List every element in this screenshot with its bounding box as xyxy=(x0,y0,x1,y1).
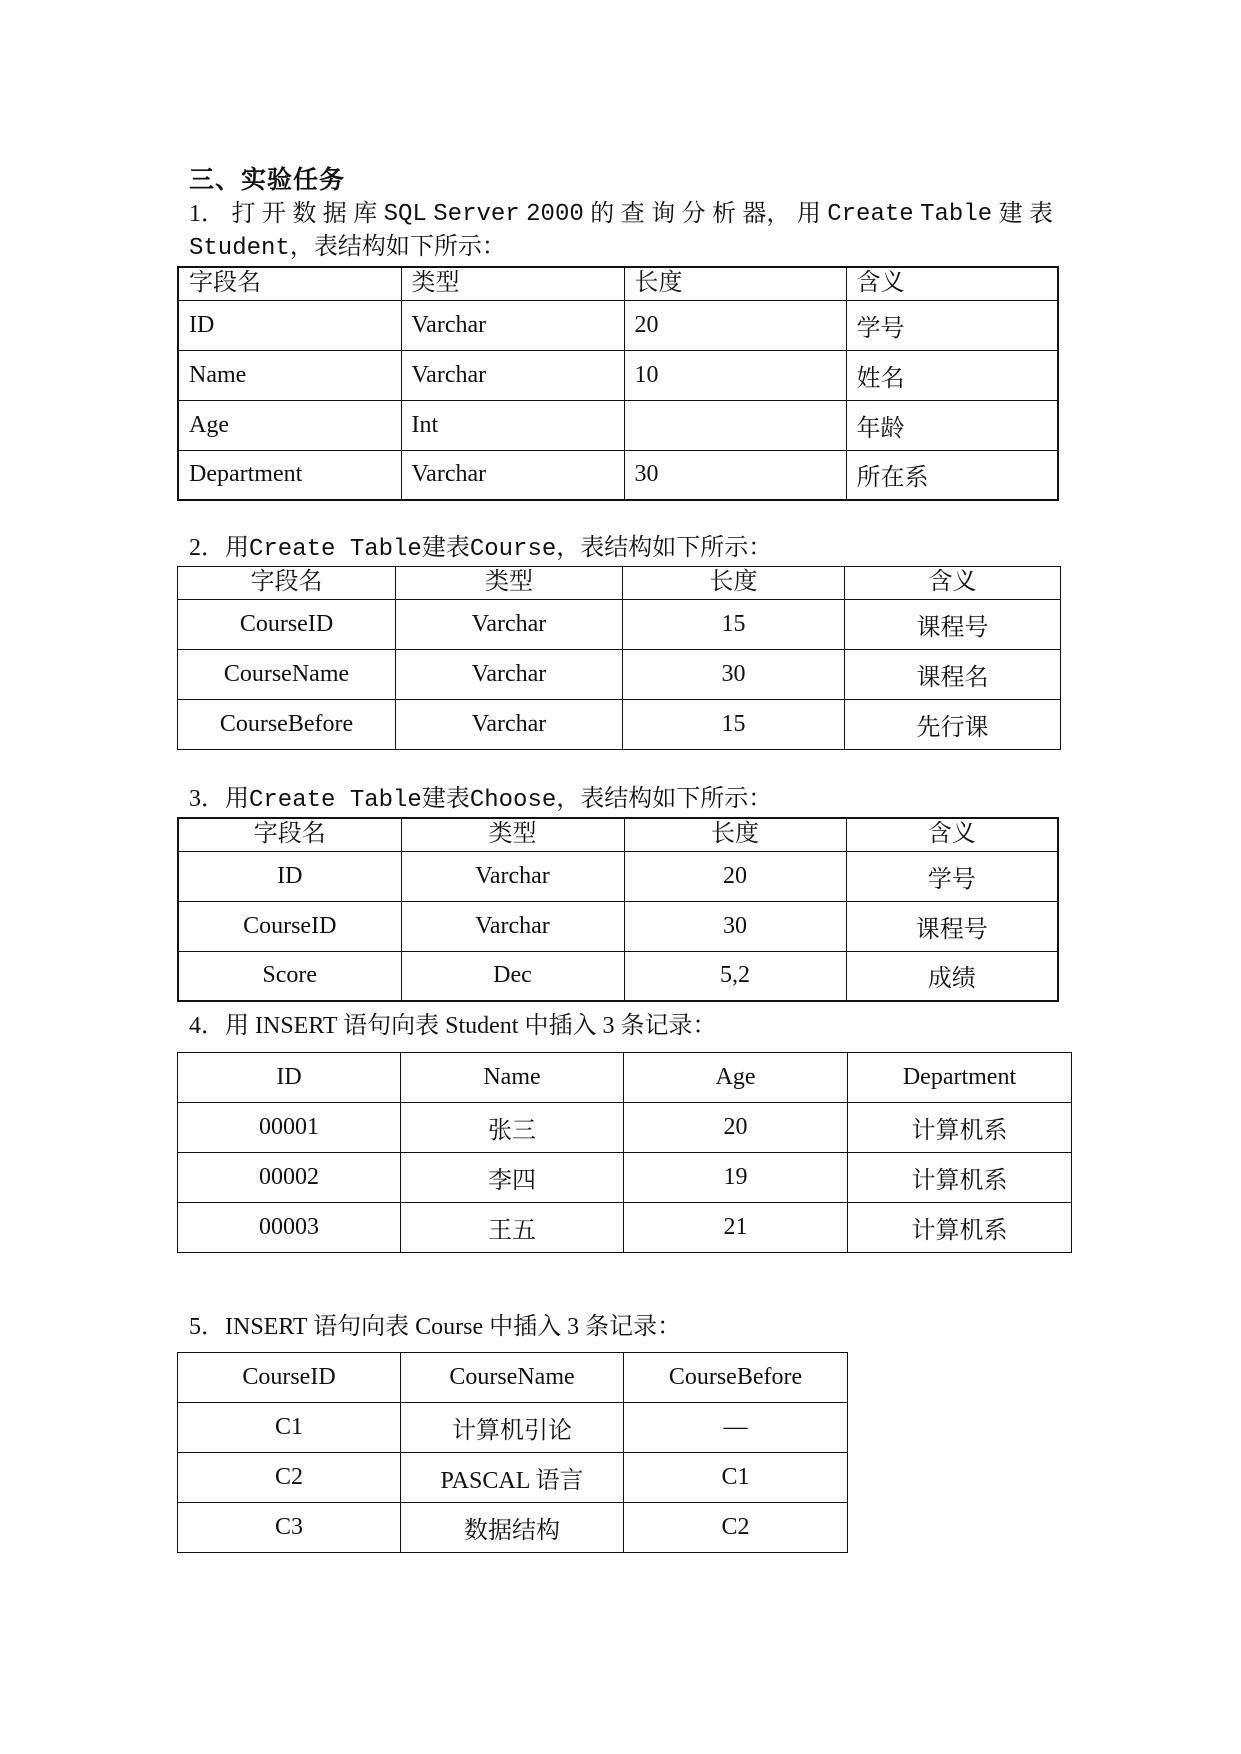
task1-line2: Student，表结构如下所示： xyxy=(189,234,506,262)
course-records-table xyxy=(177,1352,848,1553)
column-header: 含义 xyxy=(846,818,1058,851)
table-header-row xyxy=(178,267,1058,300)
table-row: C2 PASCAL 语言 C1 xyxy=(178,1453,848,1503)
task5-text: 5．INSERT 语句向表 Course 中插入 3 条记录： xyxy=(189,1314,682,1340)
task3-text: 3．用Create Table建表Choose，表结构如下所示： xyxy=(189,786,773,814)
column-header: 含义 xyxy=(845,567,1061,600)
table-row: 00001 张三 20 计算机系 xyxy=(178,1103,1072,1153)
column-header: 含义 xyxy=(846,267,1058,300)
table-row: ID Varchar 20 学号 xyxy=(178,300,1058,350)
table-row: Age Int 年龄 xyxy=(178,400,1058,450)
table-header-row xyxy=(178,1053,1072,1103)
column-header: Age xyxy=(624,1053,848,1103)
task2-text: 2．用Create Table建表Course，表结构如下所示： xyxy=(189,535,773,563)
table-row: ID Varchar 20 学号 xyxy=(178,851,1058,901)
table-row: 00003 王五 21 计算机系 xyxy=(178,1203,1072,1253)
table-row: CourseName Varchar 30 课程名 xyxy=(178,650,1061,700)
student-structure-table xyxy=(177,266,1059,501)
table-row: C3 数据结构 C2 xyxy=(178,1503,848,1553)
table-header-row xyxy=(178,818,1058,851)
column-header: 字段名 xyxy=(178,267,401,300)
column-header: 字段名 xyxy=(178,818,401,851)
choose-structure-table xyxy=(177,817,1059,1002)
column-header: CourseName xyxy=(401,1353,624,1403)
column-header: CourseID xyxy=(178,1353,401,1403)
table-header-row xyxy=(178,567,1061,600)
column-header: ID xyxy=(178,1053,401,1103)
table-row: 00002 李四 19 计算机系 xyxy=(178,1153,1072,1203)
table-row: Department Varchar 30 所在系 xyxy=(178,450,1058,500)
table-row: C1 计算机引论 — xyxy=(178,1403,848,1453)
course-structure-table xyxy=(177,566,1061,750)
task1-line1: 1． 打 开 数 据 库 SQL Server 2000 的 查 询 分 析 器， 用 Create Table 建 表 xyxy=(189,201,1053,228)
table-row: Score Dec 5,2 成绩 xyxy=(178,951,1058,1001)
column-header: 长度 xyxy=(623,567,845,600)
column-header: 类型 xyxy=(401,818,624,851)
column-header: Department xyxy=(848,1053,1072,1103)
column-header: 字段名 xyxy=(178,567,396,600)
table-header-row xyxy=(178,1353,848,1403)
table-row: CourseBefore Varchar 15 先行课 xyxy=(178,700,1061,750)
column-header: 长度 xyxy=(624,267,846,300)
table-row: Name Varchar 10 姓名 xyxy=(178,350,1058,400)
column-header: Name xyxy=(401,1053,624,1103)
column-header: 长度 xyxy=(624,818,846,851)
column-header: 类型 xyxy=(396,567,623,600)
column-header: 类型 xyxy=(401,267,624,300)
section-heading: 三、实验任务 xyxy=(189,167,346,194)
student-records-table xyxy=(177,1052,1072,1253)
column-header: CourseBefore xyxy=(624,1353,848,1403)
table-row: CourseID Varchar 15 课程号 xyxy=(178,600,1061,650)
task4-text: 4．用 INSERT 语句向表 Student 中插入 3 条记录： xyxy=(189,1013,717,1039)
table-row: CourseID Varchar 30 课程号 xyxy=(178,901,1058,951)
